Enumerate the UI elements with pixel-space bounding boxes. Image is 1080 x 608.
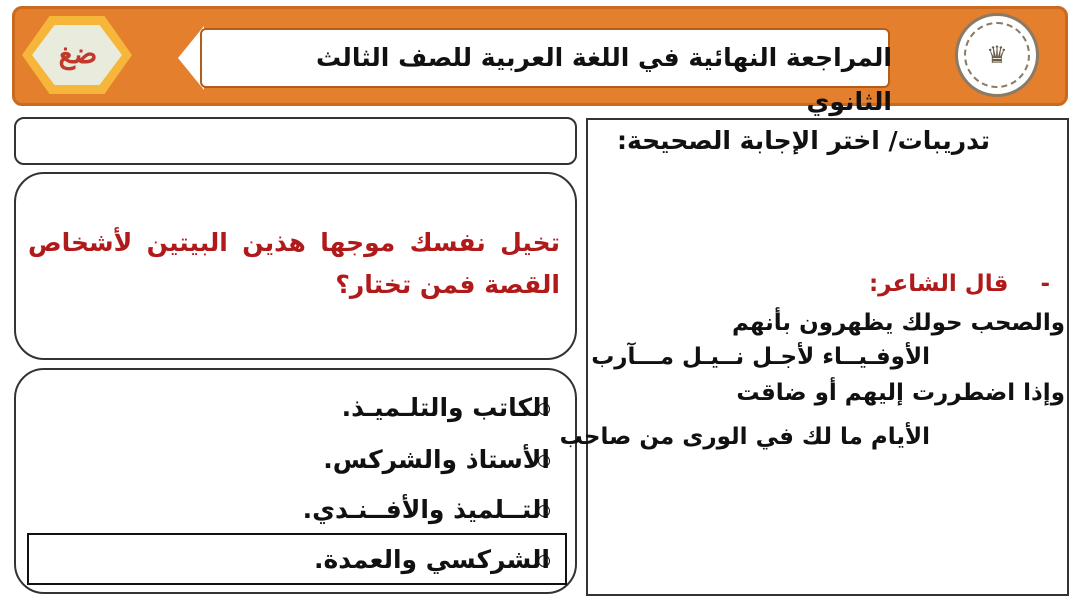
poem-line-3: وإذا اضطررت إليهم أو ضاقت xyxy=(736,380,1065,406)
page-title: المراجعة النهائية في اللغة العربية للصف الثالث الثانوي xyxy=(315,43,892,116)
poem-intro-label: قال الشاعر: xyxy=(868,271,1009,297)
section-title-box xyxy=(14,117,577,165)
question-prompt: تخيل نفسك موجها هذين البيتين لأشخاص القصة فمن تختار؟ xyxy=(28,228,560,299)
eagle-emblem-icon: ♛ xyxy=(986,41,1008,69)
option-3-label[interactable]: التــلميذ والأفــنـدي. xyxy=(302,495,550,524)
option-1-radio-icon[interactable] xyxy=(538,403,550,415)
option-4-label[interactable]: الشركسي والعمدة. xyxy=(314,545,550,574)
poem-line-2: الأوفـيــاء لأجـل نــيـل مـــآرب xyxy=(591,344,930,370)
option-4-radio-icon[interactable] xyxy=(538,555,550,567)
option-2-radio-icon[interactable] xyxy=(538,455,550,467)
brand-logo: ضغ xyxy=(58,37,98,70)
option-2-label[interactable]: الأستاذ والشركس. xyxy=(323,445,550,474)
poem-intro xyxy=(600,268,1050,300)
option-3-radio-icon[interactable] xyxy=(538,505,550,517)
section-title: تدريبات/ اختر الإجابة الصحيحة: xyxy=(616,126,990,155)
poem-line-4: الأيام ما لك في الورى من صاحب xyxy=(559,424,930,450)
poem-line-1: والصحب حولك يظهرون بأنهم xyxy=(731,310,1065,336)
option-1-label[interactable]: الكاتب والتلـميـذ. xyxy=(341,393,550,422)
poem-intro-dash: - xyxy=(1040,271,1050,297)
